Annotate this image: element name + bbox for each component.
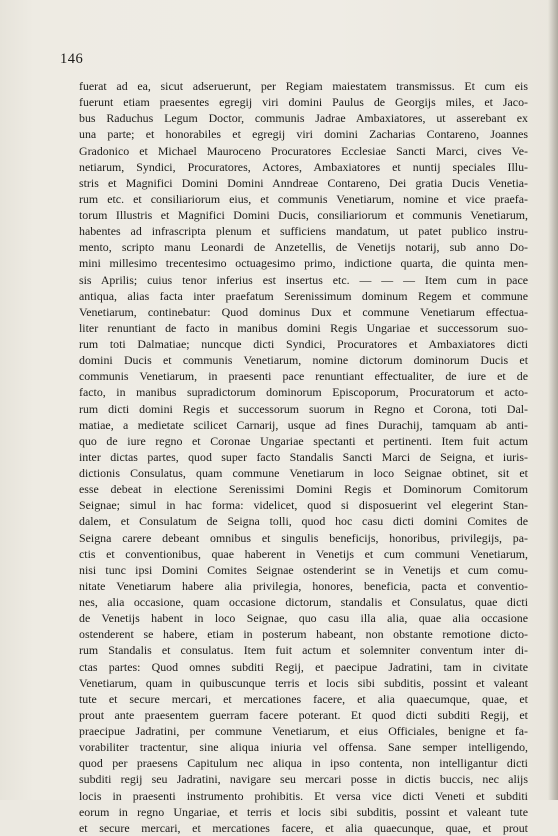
page-number: 146 (60, 51, 84, 67)
text-line: Venetiarum, quam in quibuscunque terris et locis sibi subditis, possint et valeant (79, 675, 528, 690)
text-line: nitate Venetiarum habere alia privilegia, honores, beneficia, pacta et conventio- (79, 578, 528, 593)
text-line: netiarum, Syndici, Procuratores, Actores, Ambaxiatores et nuntij speciales Illu- (79, 159, 528, 174)
text-line: Seigna carere debeant omnibus et singulis beneficijs, honoribus, privilegijs, pa- (79, 530, 528, 545)
text-line: dalem, et Consulatum de Seigna tolli, quod hoc casu dicti domini Comites de (79, 514, 528, 529)
text-line: antiqua, alias facta inter praefatum Serenissimum dominum Regem et commune (79, 288, 528, 303)
text-line: de Venetijs habent in loco Seignae, quo casu illa alia, quae alia occasione (79, 611, 528, 626)
text-line: mini millesimo trecentesimo octuagesimo primo, indictione quarta, die quinta men- (79, 256, 528, 271)
text-line: mento, scripto manu Leonardi de Anzetellis, de Venetijs notarij, sub anno Do- (79, 240, 528, 255)
text-line: locis in praesenti instrumento prohibitis. Et versa vice dicti Veneti et subditi (79, 788, 528, 803)
text-line: ostenderent se habere, etiam in posterum habeant, non obstante remotione dicto- (79, 627, 528, 642)
text-line: ctas partes: Quod omnes subditi Regij, et paecipue Jadratini, tam in civitate (79, 659, 528, 674)
text-line: una parte; et honorabiles et egregij viri domini Zacharias Contareno, Joannes (79, 127, 528, 142)
text-line: rum toti Dalmatiae; nuncque dicti Syndici, Procuratores et Ambaxiatores dicti (79, 337, 528, 351)
text-line: ctis et conventionibus, quae haberent in Venetijs et cum communi Venetiarum, (79, 546, 528, 561)
text-line: Seignae; simul in hac forma: videlicet, quod si disposuerint vel elegerint Stan- (79, 498, 528, 513)
text-line: vorabiliter tractentur, sine aliqua iniuria vel offensa. Sane semper intelligendo, (79, 740, 528, 755)
text-line: subditi regij seu Jadratini, navigare seu mercari posse in dictis buccis, nec alijs (79, 772, 528, 787)
text-line: domini Ducis et communis Venetiarum, nomine dictorum dominorum Ducis et (79, 353, 528, 368)
body-text (79, 78, 528, 836)
text-line: sis Aprilis; cuius tenor inferius est insertus etc. — — — Item cum in pace (79, 272, 528, 287)
text-line: dictionis Consulatus, quam commune Venetiarum in loco Seignae obtinet, sit et (79, 466, 528, 480)
text-line: facto, in manibus supradictorum dominorum Episcoporum, Procuratorum et acto- (79, 385, 528, 400)
text-line: prout ante praesentem guerram facere poterant. Et quod dicti subditi Regij, et (79, 707, 528, 722)
text-line: matiae, a medietate scilicet Carnarij, usque ad fines Durachij, tamquam ab anti- (79, 417, 528, 432)
text-line: esse debeat in electione Serenissimi Domini Regis et Dominorum Comitorum (79, 482, 528, 497)
text-line: et secure mercari, et mercationes facere, et alia quaecunque, quae, et prout (79, 820, 528, 835)
text-line: torum Illustris et Magnifici Domini Ducis, consiliariorum et communis Venetiarum, (79, 208, 528, 222)
text-line: nes, alia occasione, quam occasione dictorum, standalis et Consulatus, quae dicti (79, 595, 528, 609)
text-line: Venetiarum, continebatur: Quod dominus Dux et commune Venetiarum effectua- (79, 304, 528, 319)
text-line: rum etc. et consiliariorum eius, et communis Venetiarum, nomine et vice praefa- (79, 191, 528, 206)
text-line: Gradonico et Michael Mauroceno Procuratores Ecclesiae Sancti Marci, cives Ve- (79, 143, 528, 158)
text-line: bus Raduchus Legum Doctor, communis Jadrae Ambaxiatores, ut asserebant ex (79, 111, 528, 126)
text-line: habentes ad infrascripta plenum et sufficiens mandatum, ut patet publico instru- (79, 224, 528, 239)
text-line: eorum in regno Ungariae, et terris et locis sibi subditis, possint et valeant tute (79, 804, 528, 819)
text-line: quo de iure regno et Coronae Ungariae spectanti et pertinenti. Item fuit actum (79, 433, 528, 448)
text-line: liter renuntiant de facto in manibus domini Regis Ungariae et successorum suo- (79, 320, 528, 335)
text-line: rum dicti domini Regis et successorum suorum in Regno et Corona, toti Dal- (79, 401, 528, 416)
text-line: tute et secure mercari, et mercationes facere, et alia quaecumque, quae, et (79, 691, 528, 706)
page-edge-shadow (548, 0, 558, 800)
text-line: praecipue Jadratini, per commune Venetiarum, et eius Officiales, benigne et fa- (79, 724, 528, 738)
text-line: quod per praesens Capitulum nec aliqua in ipso contenta, non intelligantur dicti (79, 756, 528, 771)
text-line: stris et Magnifici Domini Domini Anndreae Contareno, Dei gratia Ducis Venetia- (79, 175, 528, 190)
text-line: nisi tunc ipsi Domini Comites Seignae ostenderint se in Venetijs et cum comu- (79, 562, 528, 577)
text-line: communis Venetiarum, in praesenti pace renuntiant effectualiter, de iure et de (79, 369, 528, 384)
text-line: fuerunt etiam praesentes egregij viri domini Paulus de Georgijs miles, et Jaco- (79, 95, 528, 110)
text-line: inter dictas partes, quod super facto Standalis Sancti Marci de Seigna, et iuris- (79, 449, 528, 464)
text-line: rum Standalis et consulatus. Item fuit actum et solemniter conventum inter di- (79, 643, 528, 658)
text-line: fuerat ad ea, sicut adseruerunt, per Regiam maiestatem transmissus. Et cum eis (79, 79, 528, 93)
